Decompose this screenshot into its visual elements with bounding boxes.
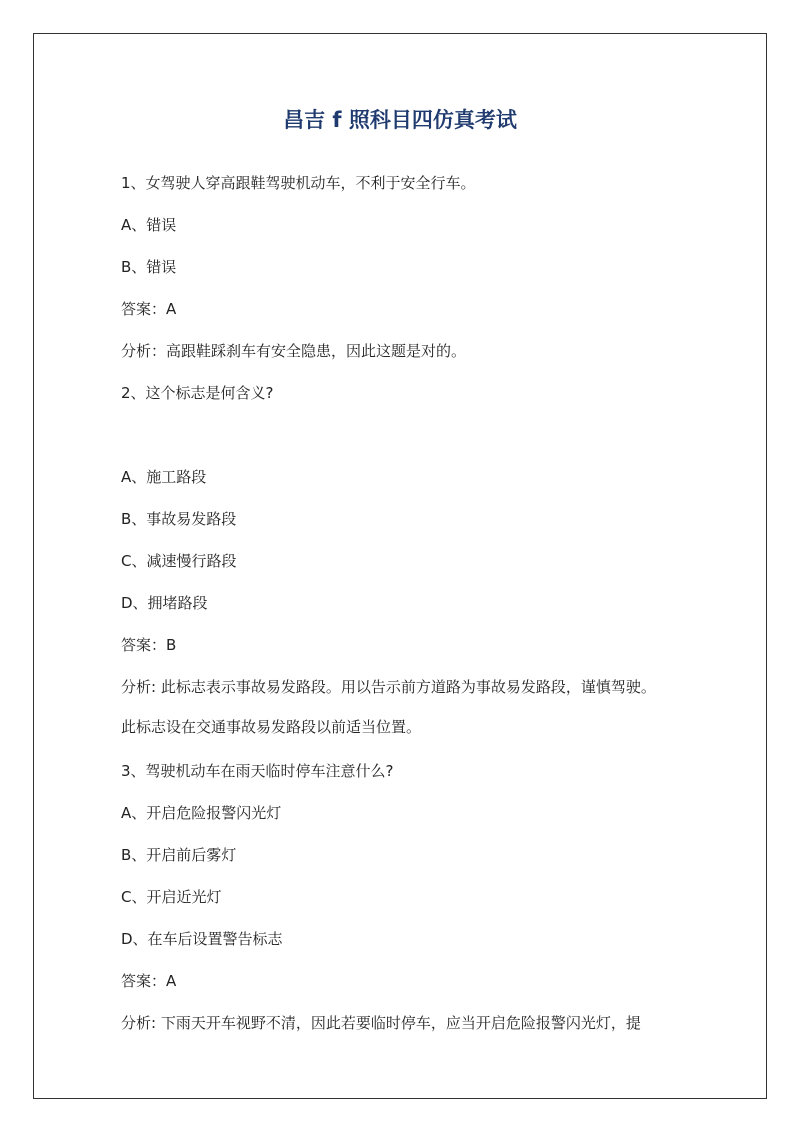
question-3-answer: 答案：A <box>121 972 177 990</box>
question-2-analysis-line-1: 分析: 此标志表示事故易发路段。用以告示前方道路为事故易发路段，谨慎驾驶。 <box>121 678 656 696</box>
question-2-option-b: B、事故易发路段 <box>121 510 237 528</box>
question-1-answer: 答案：A <box>121 300 177 318</box>
question-2-answer: 答案：B <box>121 636 177 654</box>
question-1-text: 1、女驾驶人穿高跟鞋驾驶机动车，不利于安全行车。 <box>121 174 476 192</box>
question-3-analysis: 分析: 下雨天开车视野不清，因此若要临时停车，应当开启危险报警闪光灯，提 <box>121 1014 641 1032</box>
document-title: 昌吉 f 照科目四仿真考试 <box>283 108 517 132</box>
question-3-text: 3、驾驶机动车在雨天临时停车注意什么? <box>121 762 394 780</box>
question-3-option-a: A、开启危险报警闪光灯 <box>121 804 282 822</box>
question-3-option-b: B、开启前后雾灯 <box>121 846 237 864</box>
question-2-option-a: A、施工路段 <box>121 468 207 486</box>
question-3-option-c: C、开启近光灯 <box>121 888 222 906</box>
question-2-option-d: D、拥堵路段 <box>121 594 208 612</box>
question-2-analysis-line-2: 此标志设在交通事故易发路段以前适当位置。 <box>121 718 422 736</box>
question-2-text: 2、这个标志是何含义? <box>121 384 274 402</box>
question-1-analysis: 分析：高跟鞋踩刹车有安全隐患，因此这题是对的。 <box>121 342 467 360</box>
question-2-option-c: C、减速慢行路段 <box>121 552 237 570</box>
question-3-option-d: D、在车后设置警告标志 <box>121 930 283 948</box>
question-1-option-a: A、错误 <box>121 216 177 234</box>
question-1-option-b: B、错误 <box>121 258 177 276</box>
